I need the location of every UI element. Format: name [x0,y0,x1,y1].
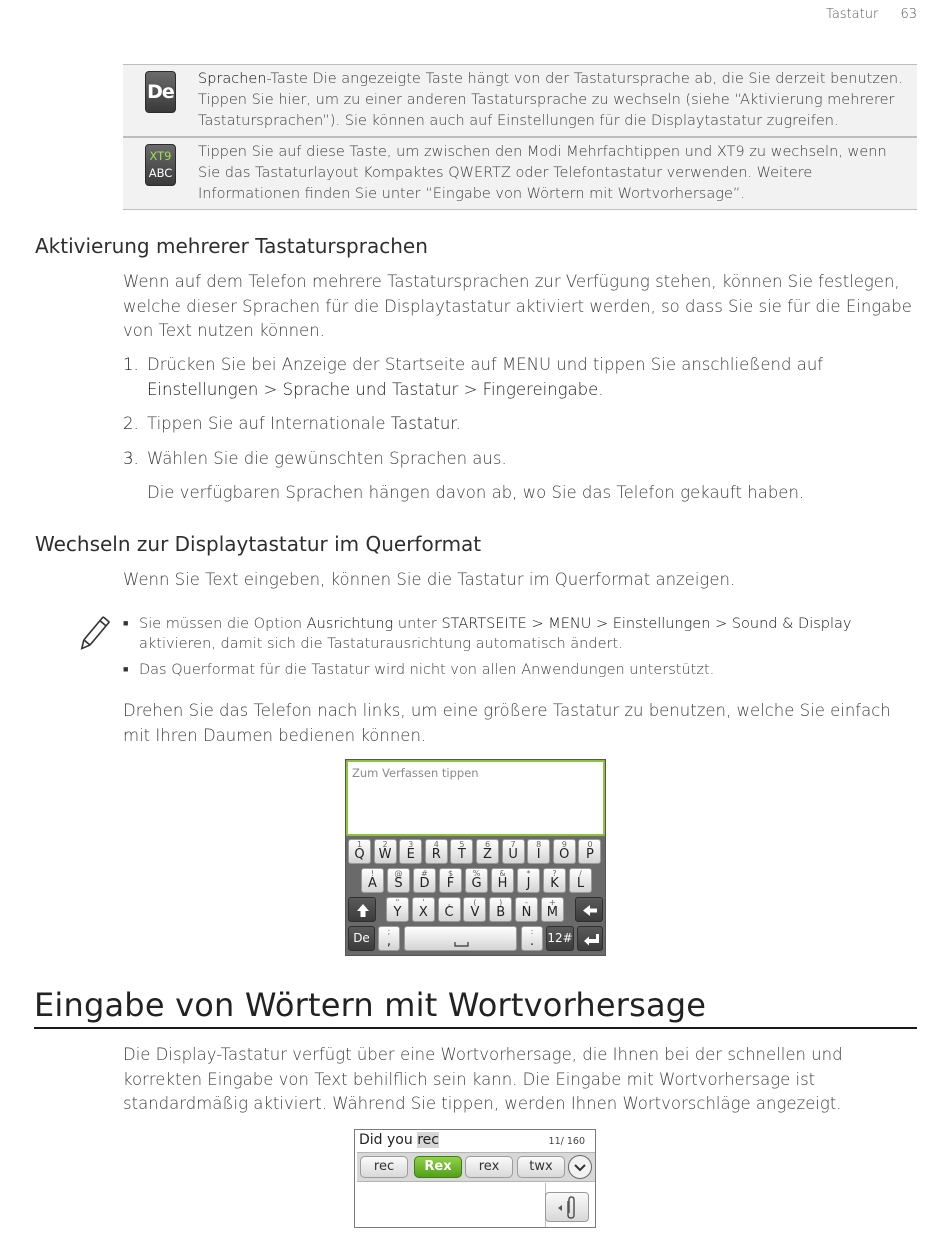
key-description: Tippen Sie auf diese Taste, um zwischen den Modi Mehrfachtippen und XT9 zu wechseln, wenn Sie das Tastaturlayout Kompaktes QWERTZ oder Telefontastatur verwenden. Weitere Informationen finden Sie unter “Eingabe von Wörtern mit Wortvorhersage”. [198,144,887,202]
bullet-text-plain: Sie müssen die Option [139,616,307,632]
key-label: U [508,847,518,862]
step-text [147,412,461,437]
shift-arrow-icon [349,898,377,923]
key-label: J [526,876,531,891]
step-text-strong: Tastatur [390,414,456,433]
bullet-text: Das Querformat für die Tastatur wird nicht von allen Anwendungen unterstützt. [139,662,715,678]
key-secondary-label: 7 [510,840,516,849]
key-secondary-label: 6 [484,840,491,849]
xt9-abc-key-icon [145,144,176,186]
step-text-plain: Drücken Sie bei Anzeige der Startseite auf MENU und tippen Sie anschließend auf [147,355,824,374]
key-m[interactable] [541,897,564,922]
key-label: 12# [547,931,573,945]
keyboard-keys [346,837,605,955]
key-c[interactable] [438,897,461,922]
note-bullets [123,614,918,686]
table-row [123,137,917,210]
table-row [123,65,917,137]
key-label: F [446,876,455,891]
chapter-intro: Die Display-Tastatur verfügt über eine Wortvorhersage, die Ihnen bei der schnellen und korrekten Eingabe von Text behilflich sein kann. Die Eingabe mit Wortvorhersage ist standardmäßig aktiviert. Während Sie tippen, werden Ihnen Wortvorschläge angezeigt. [123,1045,843,1113]
key-secondary-label: ' [422,898,425,907]
key-p[interactable] [578,839,601,864]
chapter-heading: Eingabe von Wörtern mit Wortvorhersage [34,986,707,1024]
step-text: Wählen Sie die gewünschten Sprachen aus. [147,448,507,468]
key-i[interactable] [527,839,550,864]
typed-current-word: rec [417,1132,439,1148]
language-key[interactable] [348,926,375,951]
key-secondary-label: ? [552,869,557,878]
key-label: R [431,847,441,862]
steps-list [123,353,918,506]
page-number: 63 [900,7,917,22]
square-bullet-icon: ■ [123,619,129,629]
key-label: K [550,876,559,891]
backspace-key[interactable] [575,897,603,922]
key-label: N [521,905,532,920]
key-label: E [406,847,415,862]
list-item [123,660,918,680]
key-w[interactable] [374,839,397,864]
key-u[interactable] [502,839,525,864]
section-heading-languages: Aktivierung mehrerer Tastatursprachen [35,234,428,258]
key-f[interactable] [439,868,462,893]
space-bar-icon [405,927,518,952]
key-label: L [576,876,585,891]
dot-key[interactable] [521,926,543,951]
list-item [123,614,918,654]
typed-prefix: Did you [359,1132,418,1148]
key-label: Y [393,905,402,920]
step-text-plain: Tippen Sie auf Internationale [147,414,391,433]
typed-text [359,1132,439,1148]
key-label: P [585,847,594,862]
key-h[interactable] [491,868,514,893]
candidate-word[interactable]: rec [360,1156,408,1178]
square-bullet-icon: ■ [123,665,129,675]
key-label: G [471,876,482,891]
key-label: Q [354,847,365,862]
key-label: X [418,905,428,920]
compose-placeholder: Zum Verfassen tippen [352,766,479,780]
key-secondary-label: ; [387,927,391,936]
list-item [123,412,918,437]
key-label: O [559,847,570,862]
running-header [826,7,917,22]
key-secondary-label: , [447,898,451,907]
key-label: A [368,876,377,891]
enter-arrow-icon [578,927,604,952]
key-j[interactable] [517,868,540,893]
key-description-table [123,64,917,210]
key-g[interactable] [465,868,488,893]
key-label: De [353,931,370,945]
key-secondary-label: & [499,869,506,878]
key-label: V [470,905,480,920]
step-note: Die verfügbaren Sprachen hängen davon ab, wo Sie das Telefon gekauft haben. [147,483,805,502]
key-label: I [536,847,541,862]
language-key-label: De [147,81,174,103]
compose-field[interactable] [346,760,605,836]
key-secondary-label: @ [394,869,403,878]
key-secondary-label: 2 [382,840,388,849]
key-label: W [378,847,392,862]
key-t[interactable] [450,839,473,864]
key-secondary-label: $ [447,869,454,878]
step-number: 2. [123,414,139,433]
step-number: 3. [123,448,139,468]
enter-key[interactable] [577,926,603,951]
key-secondary-label: * [526,869,531,878]
key-secondary-label: - [525,898,528,907]
bullet-text-mid: unter [393,616,442,632]
section-intro-landscape: Wenn Sie Text eingeben, können Sie die Tastatur im Querformat anzeigen. [123,570,736,589]
candidate-word[interactable]: twx [517,1156,565,1178]
key-x[interactable] [412,897,435,922]
step-number: 1. [123,355,139,374]
key-label: T [457,847,466,862]
key-secondary-label: 4 [433,840,439,849]
header-section-title: Tastatur [826,7,879,22]
key-secondary-label: 0 [587,840,593,849]
key-z[interactable] [476,839,499,864]
bullet-text-strong: Ausrichtung [306,616,394,632]
key-label: D [419,876,430,891]
candidate-word[interactable]: Rex [414,1156,462,1178]
key-label: C [444,905,454,920]
candidate-bar [357,1152,595,1182]
key-l[interactable] [569,868,592,893]
step-text [147,353,918,402]
key-secondary-label: 8 [536,840,542,849]
key-secondary-label: # [421,869,428,878]
key-n[interactable] [515,897,538,922]
key-label: B [496,905,506,920]
step-text-strong: Einstellungen > Sprache und Tastatur > Fingereingabe [147,379,599,399]
abc-label: ABC [148,166,173,180]
key-secondary-label: ! [370,869,375,878]
key-label: . [529,934,535,949]
key-secondary-label: 1 [356,840,363,849]
candidate-word[interactable]: rex [465,1156,513,1178]
key-secondary-label: : [530,927,534,936]
key-label: M [546,905,558,920]
shift-key[interactable] [348,897,376,922]
section-intro-languages: Wenn auf dem Telefon mehrere Tastatursprachen zur Verfügung stehen, können Sie festlegen, welche dieser Sprachen für die Displaytastatur aktiviert werden, so dass Sie sie für die Eingabe von Text nutzen können. [123,272,912,340]
paperclip-icon [546,1193,590,1223]
key-q[interactable] [348,839,371,864]
bullet-text [139,614,918,654]
bullet-text-after: aktivieren, damit sich die Tastaturausrichtung automatisch ändert. [139,636,623,652]
key-o[interactable] [553,839,576,864]
key-s[interactable] [387,868,410,893]
key-secondary-label: 9 [561,840,567,849]
key-e[interactable] [399,839,422,864]
numbers-key[interactable] [546,926,574,951]
key-secondary-label: 3 [408,840,414,849]
backspace-arrow-icon [576,898,604,923]
key-v[interactable] [463,897,486,922]
key-d[interactable] [413,868,436,893]
key-secondary-label: % [472,869,481,878]
semicolon-key[interactable] [378,926,400,951]
key-name: Sprachen [198,71,267,87]
space-key[interactable] [404,926,517,951]
key-secondary-label: " [395,898,400,907]
step-text-after: . [598,379,604,399]
landscape-outro: Drehen Sie das Telefon nach links, um eine größere Tastatur zu benutzen, welche Sie einfach mit Ihren Daumen bedienen können. [123,701,891,745]
bullet-text-strong-path: STARTSEITE > MENU > Einstellungen > Sound & Display [441,616,852,632]
key-k[interactable] [543,868,566,893]
pencil-note-icon [74,614,114,654]
expand-candidates-button[interactable] [568,1155,592,1179]
key-secondary-label: 5 [459,840,465,849]
key-icon-cell [123,69,198,113]
key-label: H [497,876,508,891]
key-secondary-label: + [548,898,556,907]
key-label: , [386,934,392,949]
key-label: S [394,876,403,891]
key-secondary-label: ) [499,898,503,907]
key-label: Z [483,847,492,862]
char-counter: 11/ 160 [548,1136,585,1147]
attach-button[interactable] [545,1192,589,1222]
key-y[interactable] [386,897,409,922]
key-a[interactable] [361,868,384,893]
landscape-keyboard-screenshot [345,759,606,956]
language-key-icon [145,71,176,113]
key-description-text: -Taste Die angezeigte Taste hängt von der Tastatursprache ab, die Sie derzeit benutzen. Tippen Sie hier, um zu einer anderen Tastatursprache zu wechseln (siehe “Aktivierung mehrerer Tastatursprachen”). Sie können auch auf Einstellungen für die Displaytastatur zugreifen. [198,71,903,129]
key-secondary-label: ( [473,898,477,907]
step-text-after: . [455,414,461,433]
chevron-down-icon [569,1156,591,1178]
list-item [123,353,918,402]
key-secondary-label: / [579,869,582,878]
chapter-rule [34,1027,917,1029]
word-prediction-screenshot [354,1129,596,1228]
xt9-label: XT9 [149,149,172,163]
key-r[interactable] [425,839,448,864]
list-item [123,447,918,472]
section-heading-landscape: Wechseln zur Displaytastatur im Querformat [35,532,482,556]
key-description [198,69,911,132]
key-b[interactable] [489,897,512,922]
key-icon-cell [123,142,198,186]
